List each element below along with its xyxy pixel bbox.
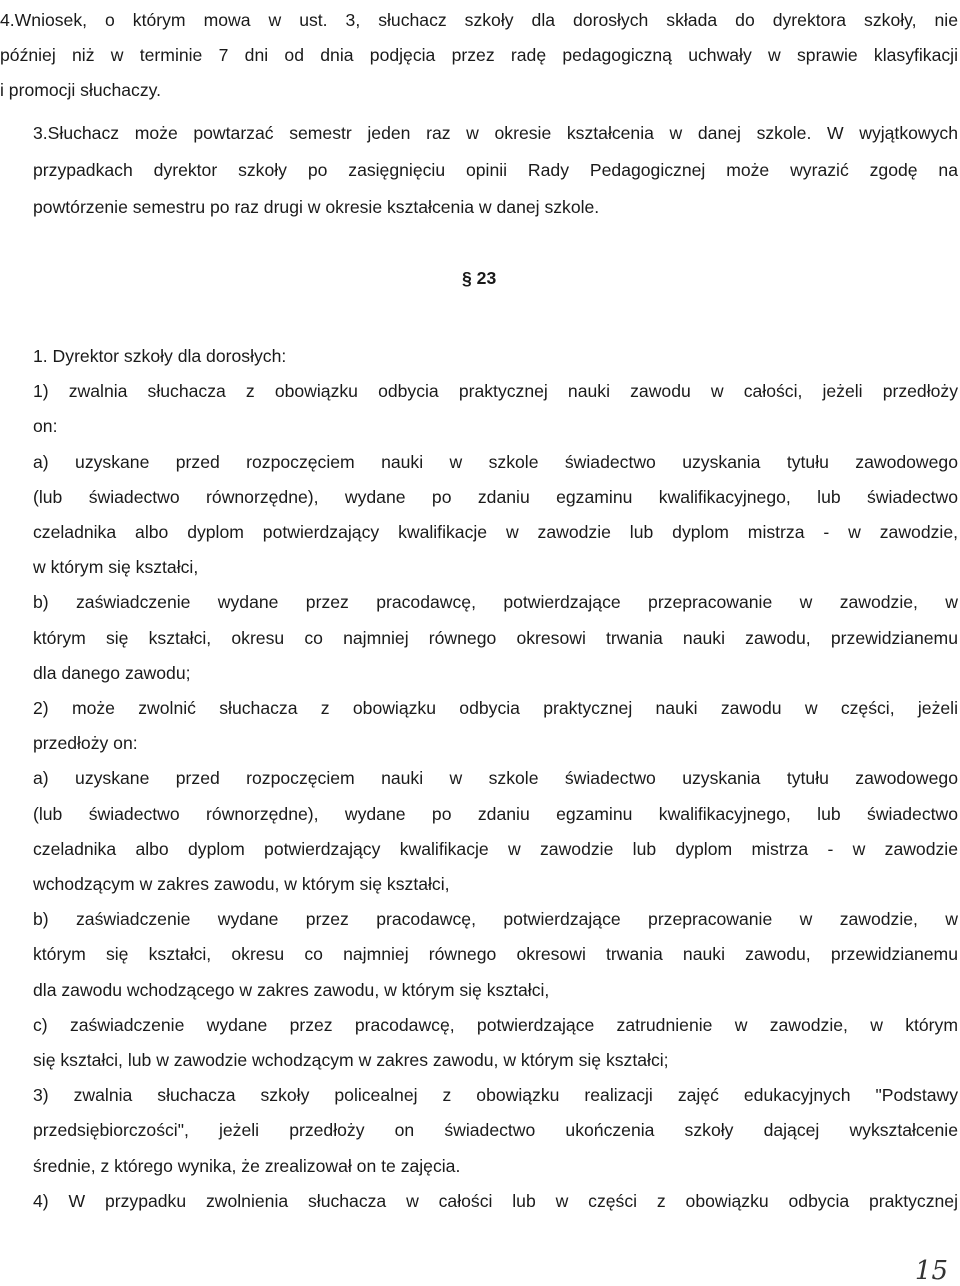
text-line: się kształci, lub w zawodzie wchodzącym w zakres zawodu, w którym się kształci;	[33, 1050, 669, 1071]
text-line: dla zawodu wchodzącego w zakres zawodu, w którym się kształci,	[33, 979, 550, 1000]
text-line: 1. Dyrektor szkoły dla dorosłych:	[33, 346, 287, 366]
text-line: c) zaświadczenie wydane przez pracodawcę, potwierdzające zatrudnienie w zawodzie, w którym	[33, 1014, 958, 1035]
page-number: 15	[914, 1256, 948, 1286]
text-line: przedsiębiorczości", jeżeli przedłoży on świadectwo ukończenia szkoły dającej wykształcenie	[33, 1120, 958, 1141]
text-line: a) uzyskane przed rozpoczęciem nauki w szkole świadectwo uzyskania tytułu zawodowego	[33, 451, 958, 472]
text-line: (lub świadectwo równorzędne), wydane po zdaniu egzaminu kwalifikacyjnego, lub świadectwo	[33, 803, 958, 824]
text-line: powtórzenie semestru po raz drugi w okresie kształcenia w danej szkole.	[33, 197, 600, 217]
text-line: 1) zwalnia słuchacza z obowiązku odbycia praktycznej nauki zawodu w całości, jeżeli przedłoży	[33, 381, 958, 402]
text-line: czeladnika albo dyplom potwierdzający kwalifikacje w zawodzie lub dyplom mistrza - w zawodzie,	[33, 522, 958, 543]
section-heading: § 23	[462, 268, 497, 288]
text-line: 3.Słuchacz może powtarzać semestr jeden raz w okresie kształcenia w danej szkole. W wyjątkowych	[33, 123, 958, 143]
text-line: a) uzyskane przed rozpoczęciem nauki w szkole świadectwo uzyskania tytułu zawodowego	[33, 768, 958, 789]
text-line: w którym się kształci,	[33, 557, 199, 578]
text-line: którym się kształci, okresu co najmniej równego okresowi trwania nauki zawodu, przewidzianemu	[33, 944, 958, 965]
paragraph-3	[33, 115, 958, 226]
text-line: 4.Wniosek, o którym mowa w ust. 3, słuchacz szkoły dla dorosłych składa do dyrektora szkoły, nie	[0, 10, 958, 30]
paragraph-4	[0, 3, 958, 108]
text-line: dla danego zawodu;	[33, 662, 191, 683]
section-body	[33, 339, 958, 1219]
text-line: 3) zwalnia słuchacza szkoły policealnej z obowiązku realizacji zajęć edukacyjnych "Podstawy	[33, 1085, 958, 1106]
text-line: wchodzącym w zakres zawodu, w którym się kształci,	[33, 874, 450, 895]
text-line: którym się kształci, okresu co najmniej równego okresowi trwania nauki zawodu, przewidzianemu	[33, 627, 958, 648]
text-line: czeladnika albo dyplom potwierdzający kwalifikacje w zawodzie lub dyplom mistrza - w zawodzie	[33, 838, 958, 859]
text-line: przedłoży on:	[33, 733, 138, 754]
text-line: średnie, z którego wynika, że zrealizował on te zajęcia.	[33, 1155, 461, 1176]
text-line: on:	[33, 416, 58, 437]
text-line: przypadkach dyrektor szkoły po zasięgnięciu opinii Rady Pedagogicznej może wyrazić zgodę na	[33, 160, 958, 180]
text-line: 2) może zwolnić słuchacza z obowiązku odbycia praktycznej nauki zawodu w części, jeżeli	[33, 698, 958, 719]
text-line: b) zaświadczenie wydane przez pracodawcę, potwierdzające przepracowanie w zawodzie, w	[33, 909, 958, 930]
text-line: i promocji słuchaczy.	[0, 80, 161, 100]
text-line: b) zaświadczenie wydane przez pracodawcę, potwierdzające przepracowanie w zawodzie, w	[33, 592, 958, 613]
text-line: później niż w terminie 7 dni od dnia podjęcia przez radę pedagogiczną uchwały w sprawie klasyfikacji	[0, 45, 958, 65]
text-line: 4) W przypadku zwolnienia słuchacza w całości lub w części z obowiązku odbycia praktycznej	[33, 1190, 958, 1211]
text-line: (lub świadectwo równorzędne), wydane po zdaniu egzaminu kwalifikacyjnego, lub świadectwo	[33, 486, 958, 507]
